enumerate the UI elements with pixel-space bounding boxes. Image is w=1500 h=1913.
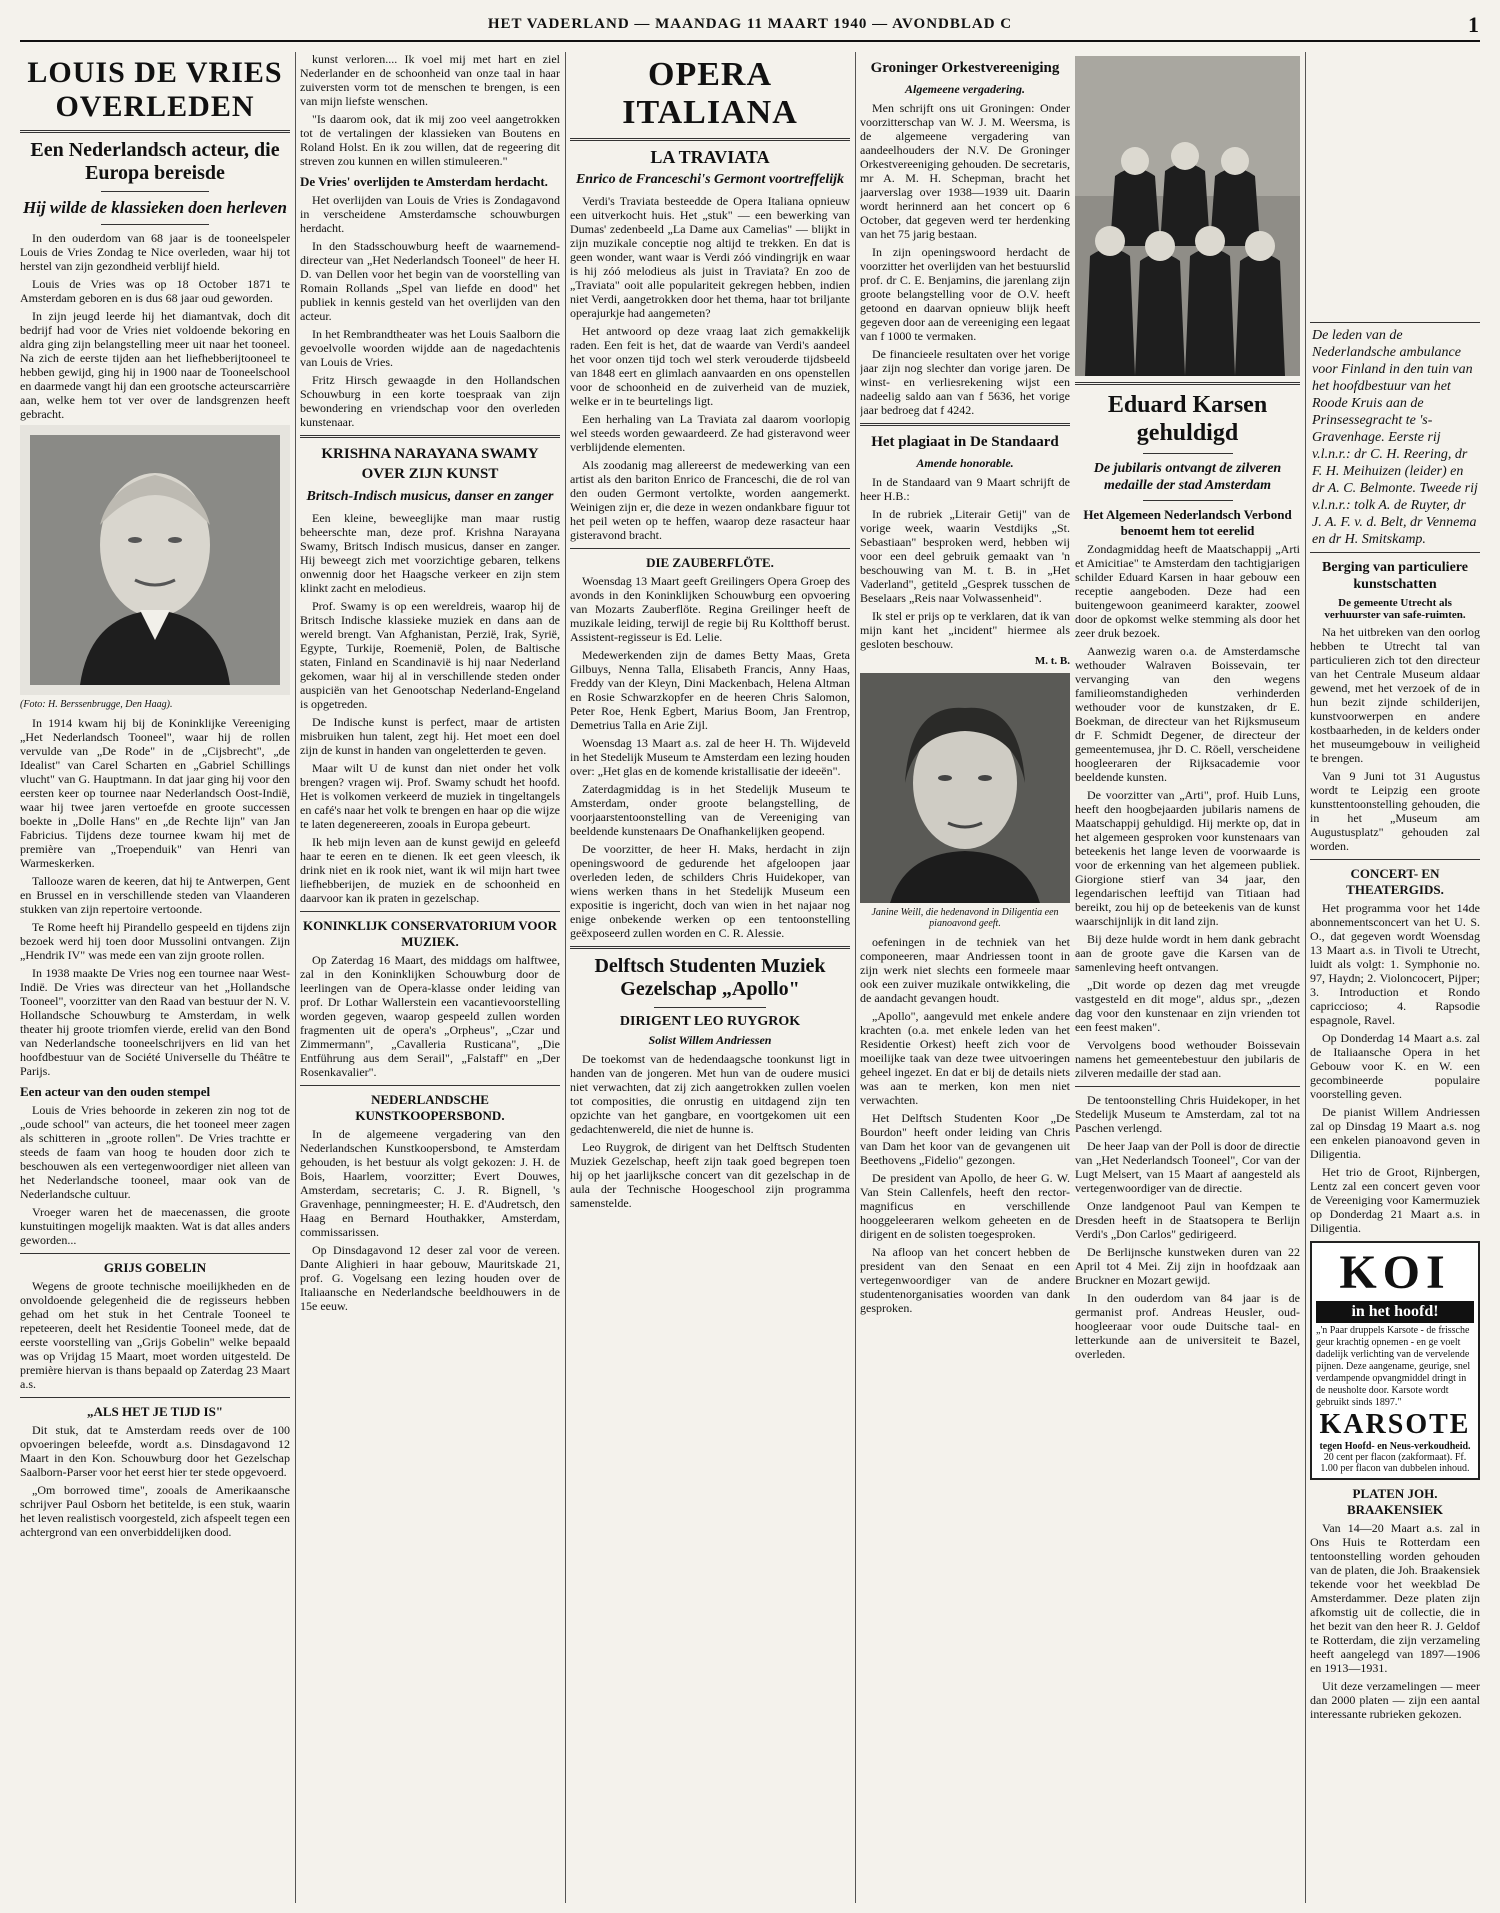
paragraph: In 1914 kwam hij bij de Koninklijke Vereeniging „Het Nederlandsch Tooneel", waar hij de rollen vervulde van „De Rode" in de „Cijsbrecht", „de Idealist" van Carel Scharten en „Gabriel Schillings vlucht" van G. Hauptmann. In dat jaar ging hij voor den eersten keer op tournee naar Nederlandsch Oost-Indië, waar hij twee jaren vertoefde en groote successen boekte in „Dolle Hans" en „de Rechte lijn" van Jan Fabricius. Tijdens deze tournee kwam hij met de première van „Troependuik" van Henri van Warmeskerken. — [20, 716, 290, 870]
ad-big-lettering: KOI — [1339, 1246, 1451, 1299]
ad-brand: KARSOTE — [1319, 1409, 1471, 1440]
krishna-subhead: Britsch-Indisch musicus, danser en zanger — [306, 489, 554, 504]
paragraph: Dit stuk, dat te Amsterdam reeds over de 100 opvoeringen beleefde, wordt a.s. Dinsdagavond 12 Maart in den Kon. Schouwburg door het Gezelschap Saalborn-Parser voor het eerst hier ter stede opgevoerd. — [20, 1423, 290, 1479]
headline-opera-italiana: OPERA ITALIANA — [622, 56, 798, 131]
ad-price: 20 cent per flacon (zakformaat). Ff. 1.00 per flacon van dubbelen inhoud. — [1320, 1452, 1470, 1474]
plagiaat-headline: Het plagiaat in De Standaard — [871, 434, 1059, 450]
paragraph: Als zoodanig mag allereerst de medewerking van een artist als den bariton Enrico de Franceschi, die de rol van den ouden Germont vertolkte, worden aangemerkt. Weinigen zijn er, die deze in wezen ondankbare figuur tot het peil weten op te heffen, waarop deze rasacteur haar gisteravond bracht. — [570, 458, 850, 542]
paragraph: Men schrijft ons uit Groningen: Onder voorzitterschap van W. J. M. Weersma, is de algemeene vergadering van aandeelhouders der N.V. De Groninger Orkestvereeniging gehouden. De secretaris, mr A. M. H. Schepman, bracht het jaarverslag over 1938—1939 uit. Daarin wordt herinnerd aan het concert op 6 October, dat gegeven werd ter herdenking van het 75 jarig bestaan. — [860, 101, 1070, 241]
group-photo-ambulance — [1075, 56, 1300, 376]
paragraph: Onze landgenoot Paul van Kempen te Dresden heeft in de Staatsopera te Berlijn Verdi's „Don Carlos" gedirigeerd. — [1075, 1199, 1300, 1241]
karsen-kicker: Het Algemeen Nederlandsch Verbond benoemt hem tot eerelid — [1083, 507, 1292, 538]
kicker-klassieken: Hij wilde de klassieken doen herleven — [23, 198, 287, 217]
paragraph: In het Rembrandtheater was het Louis Saalborn die gevoelvolle woorden wijdde aan de nagedachtenis van Louis de Vries. — [300, 327, 560, 369]
headline-louis-de-vries: LOUIS DE VRIES OVERLEDEN — [27, 56, 283, 123]
paragraph: Maar wilt U de kunst dan niet onder het volk brengen? vragen wij. Prof. Swamy schudt het hoofd. Het is volkomen verkeerd de muziek in tingeltangels en café's naar het volk te brengen en haar op die wijze te laten degenereeren, zooals in Europa gebeurt. — [300, 761, 560, 831]
photo-continuation-spacer — [1310, 52, 1480, 322]
paragraph: Aanwezig waren o.a. de Amsterdamsche wethouder Walraven Boissevain, ter vervanging van den wegens familieomstandigheden verhinderden wethouder voor de kunstzaken, dr E. Boekman, de directeur van het Rijksmuseum dr F. Schmidt Degener, de directeur der gemeentemusea, jhr D. C. Röell, verscheidene hoogleeraren der Rijksacademie voor beeldende kunsten. — [1075, 644, 1300, 784]
paragraph: Van 9 Juni tot 31 Augustus wordt te Leipzig een groote kunsttentoonstelling gehouden, die in het „Museum am Augustusplatz" gehouden zal worden. — [1310, 769, 1480, 853]
paragraph: „Dit worde op dezen dag met vreugde vastgesteld en dit moge", aldus spr., „dezen dag voor den kunstenaar en zijn vrienden tot een feest maken". — [1075, 978, 1300, 1034]
divider — [1143, 500, 1233, 501]
column-rule — [295, 52, 296, 1903]
groninger-kicker: Algemeene vergadering. — [905, 82, 1025, 96]
column-rule — [855, 52, 856, 1903]
delft-subhead: DIRIGENT LEO RUYGROK — [619, 1014, 801, 1029]
paragraph: Ik heb mijn leven aan de kunst gewijd en geleefd haar te eeren en te dienen. Ik eet geen vleesch, ik drink niet en ik rook niet, want ik wil mijn hart twee liefhebberijen, de muziek en de schoonheid en daarvoor kan ik praten in gezelschap. — [300, 835, 560, 905]
paragraph: Een herhaling van La Traviata zal daarom voorlopig wel steeds worden gewaardeerd. Ze had gisteravond weer verblijdende elementen. — [570, 412, 850, 454]
paragraph: Louis de Vries behoorde in zekeren zin nog tot de „oude school" van acteurs, die het tooneel meer zagen als schitteren in „groote rollen". De Vries trachtte er steeds de faam van hoog te houden door zich te beschouwen als een vertegenwoordiger niet alleen van het Nederlandsche tooneel, maar ook van de Nederlandsche cultuur. — [20, 1103, 290, 1201]
column-5 — [1075, 52, 1300, 1903]
portrait-janine-weill — [860, 673, 1070, 903]
column-1 — [20, 52, 290, 1903]
ad-tagline: in het hoofd! — [1316, 1301, 1474, 1323]
kicker-germont: Enrico de Franceschi's Germont voortreffelijk — [575, 172, 845, 187]
paragraph: Het antwoord op deze vraag laat zich gemakkelijk raden. Een feit is het, dat de waarde van Verdi's aandeel het voor onzen tijd toch wel sterk verouderde tijdsbeeld van 1848 eert en glimlach aanvaarden en ons openstellen voor de schoonheid en de zuiverheid van de muziek, welke er in te beurtelings ligt. — [570, 324, 850, 408]
divider — [101, 191, 209, 192]
paragraph: Prof. Swamy is op een wereldreis, waarop hij de Britsch Indische klassieke muziek en dans aan de wereld brengt. Van Afghanistan, Perzië, Irak, Syrië, Egypte, Turkije, Roemenië, Polen, de Baltische staten, Finland en Scandinavië is hij naar Nederland gekomen, waar hij al in verschillende steden onder auspiciën van het Genootschap Nederland-Engeland is opgetreden. — [300, 599, 560, 711]
column-6 — [1310, 52, 1480, 1903]
divider — [20, 1253, 290, 1254]
divider — [654, 1007, 766, 1008]
paragraph: De voorzitter, de heer H. Maks, herdacht in zijn openingswoord de gedurende het afgeloopen jaar overleden leden, de schilders Chris Huidekoper, van wiens werken thans in het Stedelijk Museum een expositie is ingericht, doch van wien in het najaar nog enige onbekende werken op een tentoonstelling geëxposeerd zullen worden en C. R. Alessie. — [570, 842, 850, 940]
photo-credit: (Foto: H. Berssenbrugge, Den Haag). — [20, 699, 173, 710]
divider — [1310, 859, 1480, 860]
paragraph: Op Dinsdagavond 12 deser zal voor de vereen. Dante Alighieri in haar gebouw, Mauritskade 21, prof. G. Vogelsang een lezing houden over de Italiaansche en Nederlandsche beeldhouwers in de 15e eeuw. — [300, 1243, 560, 1313]
karsote-advertisement[interactable] — [1310, 1241, 1480, 1480]
paragraph: In den Stadsschouwburg heeft de waarnemend-directeur van „Het Nederlandsch Tooneel" de heer H. D. van Dellen voor het begin van de voorstelling van Romain Rollands „Spel van liefde en dood" het publiek in kennis gesteld van het overlijden van den acteur. — [300, 239, 560, 323]
column-2 — [300, 52, 560, 1903]
divider — [570, 548, 850, 549]
paragraph: Leo Ruygrok, de dirigent van het Delftsch Studenten Muziek Gezelschap, heeft zijn taak goed begrepen toen hij op het jaarlijksche concert van dit gezelschap in de aula der Technische Hoogeschool zijn programma samenstelde. — [570, 1140, 850, 1210]
photo-caption: Janine Weill, die hedenavond in Diligentia een pianoavond geeft. — [871, 907, 1059, 929]
paragraph: Een kleine, beweeglijke man maar rustig beheerschte man, deze prof. Krishna Narayana Swamy, Britsch Indisch musicus, danser en zanger. Hij beweegt zich met voorzichtige gebaren, telkens onwennig door het Haagsche verkeer en zijn stem klinkt zacht en melodieus. — [300, 511, 560, 595]
paragraph: Tallooze waren de keeren, dat hij te Antwerpen, Gent en Brussel en in verschillende steden van Vlaanderen stukken van zijn repertoire vertoonde. — [20, 874, 290, 916]
divider — [1075, 1086, 1300, 1087]
divider — [300, 911, 560, 912]
paragraph: "Is daarom ook, dat ik mij zoo veel aangetrokken tot de vertalingen der klassieken van Boutens en Roland Holst. En ik zou willen, dat de regeering dit streven zou kunnen en willen stimuleeren." — [300, 112, 560, 168]
subhead-la-traviata: LA TRAVIATA — [650, 147, 770, 167]
paragraph: De Indische kunst is perfect, maar de artisten misbruiken hun talent, zegt hij. Het moet een doel zijn de kunst in handen van ongeletterden te geven. — [300, 715, 560, 757]
grijs-gobelin-heading: GRIJS GOBELIN — [103, 1260, 207, 1275]
paragraph: Woensdag 13 Maart geeft Greilingers Opera Groep des avonds in den Koninklijken Schouwburg een opvoering van Mozarts Zauberflöte. Regina Greilinger heeft de muzikale leiding, terwijl de regie bij Ru Koltthoff berust. Assistent-regisseur is Ed. Lelie. — [570, 574, 850, 644]
section-heading: Een acteur van den ouden stempel — [20, 1084, 211, 1099]
paragraph: Fritz Hirsch gewaagde in den Hollandschen Schouwburg in een korte toespraak van zijn bewondering en vriendschap voor den overleden kunstenaar. — [300, 373, 560, 429]
divider — [1075, 382, 1300, 385]
paragraph: Vervolgens bood wethouder Boissevain namens het gemeentebestuur den jubilaris de zilveren medaille der stad aan. — [1075, 1038, 1300, 1080]
masthead-line: HET VADERLAND — MAANDAG 11 MAART 1940 — AVONDBLAD C — [487, 16, 1013, 32]
paragraph: oefeningen in de techniek van het componeeren, maar Andriessen toont in zijn werk niet slechts een formeele maar ook een zuiver muzikale ontwikkeling, die de aandacht gevangen houdt. — [860, 935, 1070, 1005]
groninger-headline: Groninger Orkestvereeniging — [870, 60, 1060, 76]
paragraph: „Apollo", aangevuld met enkele andere krachten (o.a. met enkele leden van het Residentie Orkest) heeft zich voor de moeilijke taak van deze twee uitvoeringen geheel ingezet. En dat er bij de details niets was aan te merken, kon men niet verwachten. — [860, 1009, 1070, 1107]
berging-kicker: De gemeente Utrecht als verhuurster van safe-ruimten. — [1324, 597, 1466, 621]
divider — [570, 946, 850, 949]
paragraph: Woensdag 13 Maart a.s. zal de heer H. Th. Wijdeveld in het Stedelijk Museum te Amsterdam een lezing houden over: „Het glas en de komende kristallisatie der ideeën". — [570, 736, 850, 778]
ad-text: „'n Paar druppels Karsote - de frissche geur krachtig opnemen - en ge voelt dadelijk verlichting van de vervelende pijnen. Deze aangename, geurige, snel verdampende opvangmiddel dringt in de neusholte door. Karsote wordt gebruikt sinds 1897." — [1316, 1325, 1471, 1408]
paragraph: De heer Jaap van der Poll is door de directie van „Het Nederlandsch Tooneel", Cor van der Lugt Melsert, van 15 Maart af aangesteld als vertegenwoordiger van de directie. — [1075, 1139, 1300, 1195]
theatergids-heading: CONCERT- EN THEATERGIDS. — [1346, 866, 1444, 897]
paragraph: „Om borrowed time", zooals de Amerikaansche schrijver Paul Osborn het betitelde, is een stuk, waarin het leven realistisch voorgesteld, zich afspeelt tegen een achtergrond van een onverbiddelijken dood. — [20, 1483, 290, 1539]
paragraph: Op Zaterdag 16 Maart, des middags om halftwee, zal in den Koninklijken Schouwburg door de leerlingen van de Opera-klasse onder leiding van prof. Dr Lothar Wallerstein een vacantievoorstelling worden gegeven, waarop gespeeld zullen worden fragmenten uit de opera's „Orpheus", „Czar und Zimmermann", „Cavalleria Rusticana", „Die Entführung aus dem Serail", „Falstaff" en „Der Rosenkavalier". — [300, 953, 560, 1079]
column-4 — [860, 52, 1070, 1903]
krishna-headline: KRISHNA NARAYANA SWAMY OVER ZIJN KUNST — [321, 446, 539, 482]
paragraph: In de rubriek „Literair Getij" van de vorige week, waarin Vestdijks „St. Sebastiaan" besproken werd, hebben wij voor een deel gebruik gemaakt van 'n beschouwing van M. t. B. in „Het Vaderland", getiteld „Gesprek tusschen de Beselaars „Reis naar Volwassenheid". — [860, 507, 1070, 605]
paragraph: De pianist Willem Andriessen zal op Dinsdag 19 Maart a.s. nog een enkelen pianoavond geven in Diligentia. — [1310, 1105, 1480, 1161]
delft-kicker: Solist Willem Andriessen — [648, 1033, 772, 1047]
paragraph: In den ouderdom van 68 jaar is de tooneelspeler Louis de Vries Zondag te Nice overleden, waar hij tot herstel van zijn gezondheid verblijf hield. — [20, 231, 290, 273]
paragraph: Het overlijden van Louis de Vries is Zondagavond in verscheidene Amsterdamsche schouwburgen herdacht. — [300, 193, 560, 235]
column-rule — [1305, 52, 1306, 1903]
portrait-louis-de-vries — [20, 425, 290, 695]
masthead — [20, 10, 1480, 42]
paragraph: In de Standaard van 9 Maart schrijft de heer H.B.: — [860, 475, 1070, 503]
paragraph: Na het uitbreken van den oorlog hebben te Utrecht tal van particulieren zich tot den directeur van het Centrale Museum aldaar gewend, met het verzoek of de in hun bezit zijnde schilderijen, kunstvoorwerpen en andere kostbaarheden, in de kelders onder het museumgebouw in veiligheid te brengen. — [1310, 625, 1480, 765]
plagiaat-kicker: Amende honorable. — [916, 456, 1014, 470]
paragraph: Louis de Vries was op 18 October 1871 te Amsterdam geboren en is dus 68 jaar oud geworden. — [20, 277, 290, 305]
divider — [300, 1085, 560, 1086]
paragraph: De president van Apollo, de heer G. W. Van Stein Callenfels, heeft den rector-magnificus en verschillende hooggeleeraren welkom geheeten en de dirigent en de solisten toegesproken. — [860, 1171, 1070, 1241]
kunstkoopersbond-heading: NEDERLANDSCHE KUNSTKOOPERSBOND. — [355, 1092, 505, 1123]
paragraph: kunst verloren.... Ik voel mij met hart en ziel Nederlander en de schoonheid van onze taal in haar zuiversten vorm tot de menschen te brengen, is een van mijn liefste wenschen. — [300, 52, 560, 108]
paragraph: In zijn openingswoord herdacht de voorzitter het overlijden van het bestuurslid prof. dr C. E. Benjamins, die jarenlang zijn groote belangstelling voor de O.V. heeft getoond en daarvan opnieuw blijk heeft gegeven door aan de vereeniging een legaat van f 1000 te vermaken. — [860, 245, 1070, 343]
ad-brand-sub: tegen Hoofd- en Neus-verkoudheid. — [1319, 1441, 1471, 1452]
paragraph: In zijn jeugd leerde hij het diamantvak, doch dit bedrijf had voor de Vries niet voldoende bekoring en aldra ging zijn belangstelling meer uit naar het tooneel. Na zich de eerste tijden aan het liefhebberijtooneel te hebben gewijd, ging hij in 1900 naar de Tooneelschool en daarmede vangt hij dan een grootsche acteurscarrière aan, welke hem tot ver over de landsgrenzen heeft gebracht. — [20, 309, 290, 421]
paragraph: Ik stel er prijs op te verklaren, dat ik van mijn kant het „incident" hiermee als gesloten beschouw. — [860, 609, 1070, 651]
paragraph: Wegens de groote technische moeilijkheden en de onvoldoende gelegenheid die de regisseurs hebben gehad om het stuk in het Centrale Tooneel te repeteeren, deelt het Residentie Tooneel mede, dat de eerste voorstelling van „Grijs Gobelin" welke bepaald was op Vrijdag 15 Maart, moet worden uitgesteld. De première hiervan is thans bepaald op Zaterdag 23 Maart a.s. — [20, 1279, 290, 1391]
paragraph: Medewerkenden zijn de dames Betty Maas, Greta Gilbuys, Nenna Talla, Elisabeth Francis, Anny Haas, Freddy van der Kleyn, Dini Mackenbach, Helena Altman en Rosie Schwarzkopfer en de heeren Chris Salomon, Peter Roe, Henk Egbert, Marius Boom, Jan Frentrop, Demetrius Talla en Arie Zijl. — [570, 648, 850, 732]
divider — [101, 224, 209, 225]
paragraph: Vroeger waren het de maecenassen, die groote kunstuitingen mogelijk maakten. Wat is dat alles anders geworden... — [20, 1205, 290, 1247]
karsen-headline: Eduard Karsen gehuldigd — [1107, 392, 1268, 446]
paragraph: De Berlijnsche kunstweken duren van 22 April tot 4 Mei. Zij zijn in hoofdzaak aan Bruckner en Mozart gewijd. — [1075, 1245, 1300, 1287]
paragraph: De financieele resultaten over het vorige jaar zijn nog slechter dan vorige jaren. De winst- en verliesrekening wijst een nadeelig saldo aan van f 5636, het vorige jaar bedroeg dat f 4242. — [860, 347, 1070, 417]
paragraph: Zondagmiddag heeft de Maatschappij „Arti et Amicitiae" te Amsterdam den tachtigjarigen schilder Eduard Karsen in haar gebouw een receptie aangeboden. Deze had een buitengewoon geanimeerd karakter, zoowel door de opkomst welke stemming als door het zeer druk bezoek. — [1075, 542, 1300, 640]
zauberflote-heading: DIE ZAUBERFLÖTE. — [646, 555, 774, 570]
als-het-je-tijd-is-heading: „ALS HET JE TIJD IS" — [86, 1404, 224, 1419]
paragraph: Het Delftsch Studenten Koor „De Bourdon" heeft onder leiding van Chris van Dam het koor van de gevangenen uit Beethovens „Fidelio" gezongen. — [860, 1111, 1070, 1167]
paragraph: Bij deze hulde wordt in hem dank gebracht aan de groote gave die Karsen van de samenleving heeft ontvangen. — [1075, 932, 1300, 974]
paragraph: Het programma voor het 14de abonnementsconcert van het U. S. O., dat gegeven wordt Woensdag 13 Maart a.s. in Tivoli te Utrecht, luidt als volgt: 1. Symphonie no. 97, Haydn; 2. Violoncocert, Pijper; 3. Introduction et Rondo capriccioso; 4. Rapsodie espagnole, Ravel. — [1310, 901, 1480, 1027]
divider — [1143, 453, 1233, 454]
column-rule — [565, 52, 566, 1903]
paragraph: De toekomst van de hedendaagsche toonkunst ligt in handen van de jongeren. Met hun van de oudere musici niet verwachten, dat zij zich aangetrokken zullen voelen tot composities, die onrustig en uitdagend zijn ten opzichte van het gangbare, en voortgekomen uit een gedachtenwereld, die niet de hunne is. — [570, 1052, 850, 1136]
page-number: 1 — [1468, 12, 1480, 37]
section-heading: De Vries' overlijden te Amsterdam herdacht. — [300, 174, 548, 189]
paragraph: Te Rome heeft hij Pirandello gespeeld en tijdens zijn bezoek werd hij toen door Mussolini ontvangen. Zijn „Hendrik IV" was mede een van zijn groote rollen. — [20, 920, 290, 962]
paragraph: Van 14—20 Maart a.s. zal in Ons Huis te Rotterdam een tentoonstelling worden gehouden van de platen, die Joh. Braakensiek tekende voor het weekblad De Amsterdammer. Deze platen zijn afkomstig uit de collectie, die in het bezit van den heer R. J. Geldof te Rotterdam, die zijn verzameling heeft aangelegd van 1897—1906 en 1913—1931. — [1310, 1521, 1480, 1675]
karsen-subhead: De jubilaris ontvangt de zilveren medaille der stad Amsterdam — [1093, 461, 1282, 493]
paragraph: De tentoonstelling Chris Huidekoper, in het Stedelijk Museum te Amsterdam, zal tot na Paschen verlengd. — [1075, 1093, 1300, 1135]
paragraph: Op Donderdag 14 Maart a.s. zal de Italiaansche Opera in het Gebouw voor K. en W. een gecombineerde populaire voorstelling geven. — [1310, 1031, 1480, 1101]
signature: M. t. B. — [1034, 655, 1070, 667]
paragraph: Uit deze verzamelingen — meer dan 2000 platen — zijn een aantal interessante rubrieken gekozen. — [1310, 1679, 1480, 1721]
divider — [300, 435, 560, 438]
divider — [20, 130, 290, 133]
paragraph: De voorzitter van „Arti", prof. Huib Luns, heeft den hoogbejaarden jubilaris namens de Maatschappij gehuldigd. Hij merkte op, dat in het algemeen gesproken voor kunstenaars van beteekenis het lange leven de voorwaarde is voor de erkenning van het algemeen publiek. Giorgione stierf van 34 jaar, den legendarischen leeftijd van Titiaan had bereikt, zou hij op de beteekenis van de kunst waarschijnlijk in dit land zijn. — [1075, 788, 1300, 928]
paragraph: Verdi's Traviata besteedde de Opera Italiana opnieuw een uitverkocht huis. Het „stuk" — een bewerking van Dumas' zedenbeeld „La Dame aux Camelias" — blijkt in zijn muzikale conceptie nog altijd te trekken. En dat is geen wonder, want waar is Verdi zóó vindingrijk en waar is hij zóó melodieus als juist in Traviata? En zoo de „Traviata" ooit alle populariteit gekregen hebben, indien niet Verdi, aangetrokken door het thema, haar tot briljante operajurkje had aangemeten? — [570, 194, 850, 320]
paragraph: In de algemeene vergadering van den Nederlandschen Kunstkoopersbond, te Amsterdam gehouden, is het bestuur als volgt gekozen: J. H. de Bois, Haarlem, voorzitter; Evert Douwes, Amsterdam, secretaris; C. J. R. Bignell, 's Gravenhage, penningmeester; H. E. d'Audretsch, den Haag en Bernard Houthakker, Amsterdam, commissarissen. — [300, 1127, 560, 1239]
paragraph: Zaterdagmiddag is in het Stedelijk Museum te Amsterdam, onder groote belangstelling, de voorjaarstentoonstelling van de Vereeniging van beeldende kunstenaars De Onafhankelijken geopend. — [570, 782, 850, 838]
paragraph: Het trio de Groot, Rijnbergen, Lentz zal een concert geven voor de Vereeniging voor Kamermuziek op Donderdag 21 Maart a.s. in Diligentia. — [1310, 1165, 1480, 1235]
paragraph: In den ouderdom van 84 jaar is de germanist prof. Andreas Heusler, oud-hoogleeraar voor oude Duitsche taal- en letterkunde aan de universiteit te Bazel, overleden. — [1075, 1291, 1300, 1361]
subhead-acteur: Een Nederlandsch acteur, die Europa bereisde — [30, 139, 280, 184]
berging-headline: Berging van particuliere kunstschatten — [1322, 560, 1468, 592]
divider — [860, 423, 1070, 426]
column-3 — [570, 52, 850, 1903]
braakensiek-heading: PLATEN JOH. BRAAKENSIEK — [1346, 1486, 1444, 1517]
divider — [20, 1397, 290, 1398]
paragraph: In 1938 maakte De Vries nog een tournee naar West-Indië. De Vries was directeur van het „Hollandsche Tooneel", voorzitter van den Raad van bestuur der N. V. Hollandsche Schouwburg te Amsterdam, in welk theater hij groote triomfen vierde, erelid van den Bond van Nederlandsche tooneelschrijvers en lid van het hoofdbestuur van de Société Universelle du Théâtre te Parijs. — [20, 966, 290, 1078]
divider — [570, 138, 850, 141]
conservatorium-heading: KONINKLIJK CONSERVATORIUM VOOR MUZIEK. — [302, 918, 558, 949]
paragraph: Na afloop van het concert hebben de president van den Senaat en een vertegenwoordiger van de andere studentenorganisaties woorden van dank gesproken. — [860, 1245, 1070, 1315]
ambulance-photo-caption: De leden van de Nederlandsche ambulance voor Finland in den tuin van het hoofdbestuur van het Roode Kruis aan de Prinsessegracht te 's-Gravenhage. Eerste rij v.l.n.r.: dr C. H. Reering, dr F. H. Meihuizen (leider) en dr A. C. Belmonte. Tweede rij v.l.n.r.: tolk A. de Ruyter, dr J. A. F. v. d. Belt, dr Vennema en dr H. Smitskamp. — [1310, 322, 1480, 553]
delft-headline: Delftsch Studenten Muziek Gezelschap „Apollo" — [594, 955, 826, 1000]
